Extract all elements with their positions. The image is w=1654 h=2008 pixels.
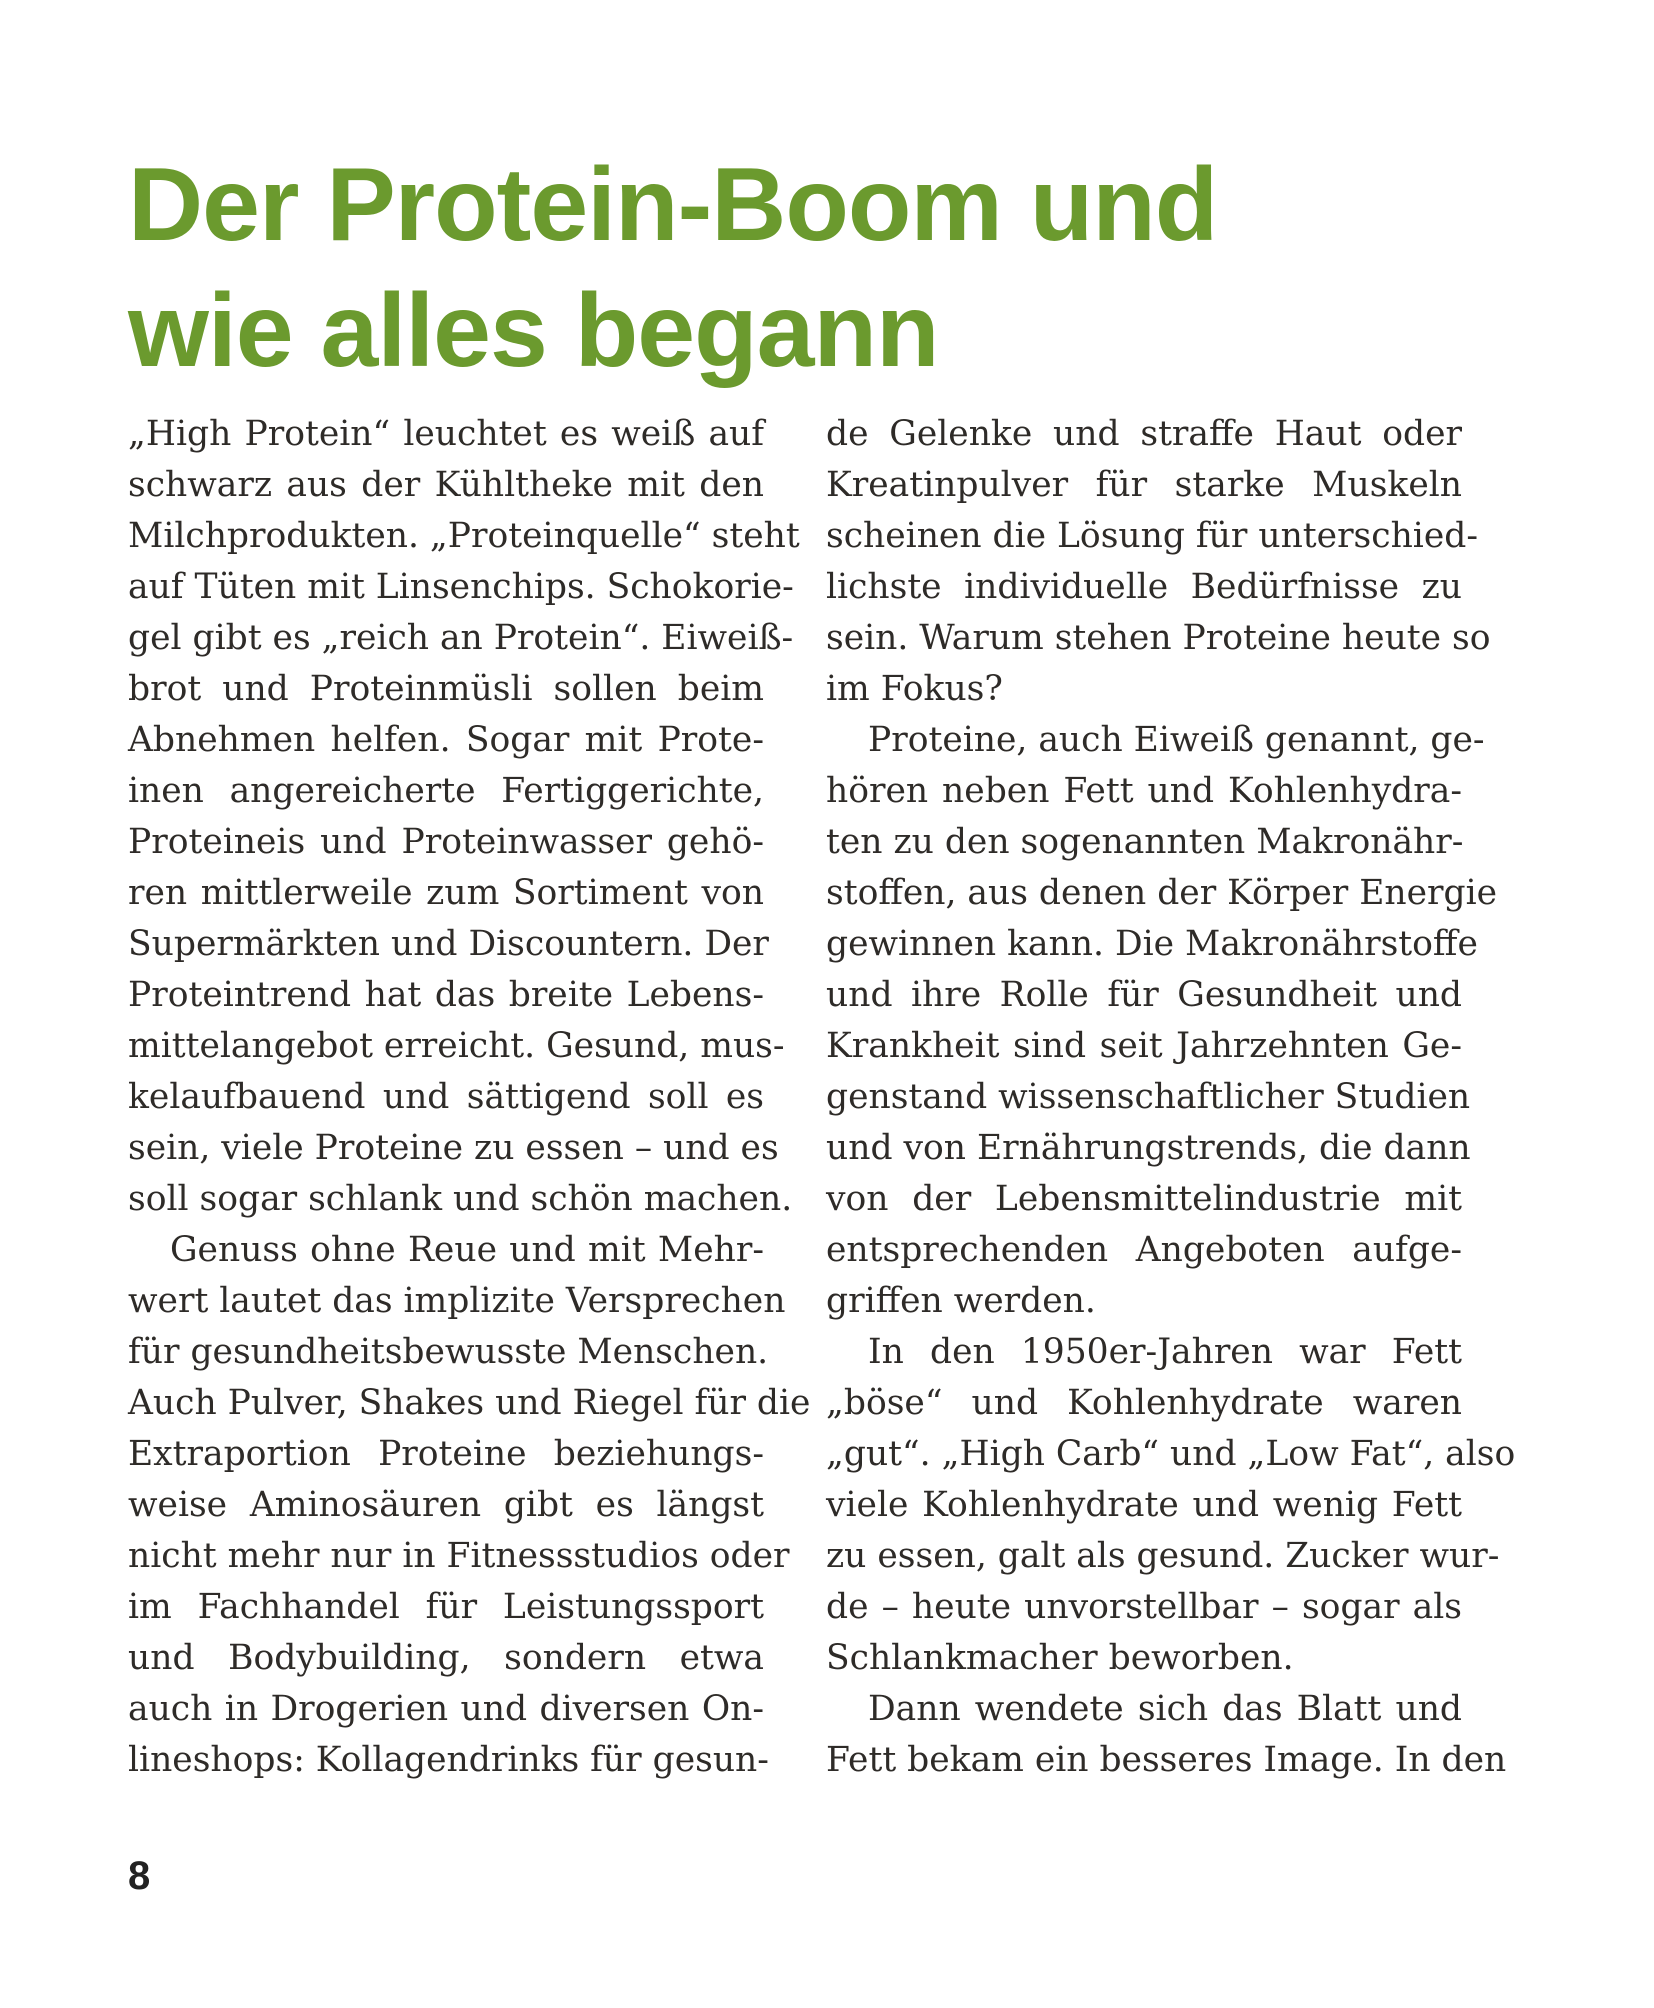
text-line: Milchprodukten. „Proteinquelle“ steht bbox=[128, 516, 800, 556]
text-line: Kreatinpulver für starke Muskeln bbox=[826, 465, 1462, 505]
text-line: wert lautet das implizite Versprechen bbox=[128, 1281, 786, 1321]
text-line: Abnehmen helfen. Sogar mit Prote- bbox=[128, 720, 764, 760]
text-line: stoffen, aus denen der Körper Energie bbox=[826, 873, 1498, 913]
text-line: scheinen die Lösung für unterschied- bbox=[826, 516, 1478, 556]
chapter-title bbox=[128, 142, 1217, 394]
text-line: auch in Drogerien und diversen On- bbox=[128, 1689, 764, 1729]
text-line: Krankheit sind seit Jahrzehnten Ge- bbox=[826, 1026, 1462, 1066]
text-line: Genuss ohne Reue und mit Mehr- bbox=[170, 1230, 764, 1270]
text-line: griffen werden. bbox=[826, 1281, 1096, 1321]
text-line: Fett bekam ein besseres Image. In den bbox=[826, 1740, 1507, 1780]
text-line: ren mittlerweile zum Sortiment von bbox=[128, 873, 764, 913]
text-line: im Fachhandel für Leistungssport bbox=[128, 1587, 764, 1627]
text-line: inen angereicherte Fertiggerichte, bbox=[128, 771, 764, 811]
text-line: ten zu den sogenannten Makronähr- bbox=[826, 822, 1464, 862]
text-line: nicht mehr nur in Fitnessstudios oder bbox=[128, 1536, 790, 1576]
text-line: mittelangebot erreicht. Gesund, mus- bbox=[128, 1026, 785, 1066]
text-line: Supermärkten und Discountern. Der bbox=[128, 924, 769, 964]
text-line: gewinnen kann. Die Makronährstoffe bbox=[826, 924, 1478, 964]
text-line: weise Aminosäuren gibt es längst bbox=[128, 1485, 764, 1525]
text-line: Schlankmacher beworben. bbox=[826, 1638, 1294, 1678]
text-line: In den 1950er-Jahren war Fett bbox=[868, 1332, 1462, 1372]
chapter-title-line-1: Der Protein-Boom und bbox=[128, 147, 1218, 263]
text-line: de Gelenke und straffe Haut oder bbox=[826, 414, 1462, 454]
text-line: und von Ernährungstrends, die dann bbox=[826, 1128, 1471, 1168]
page-number: 8 bbox=[128, 1854, 151, 1898]
text-line: brot und Proteinmüsli sollen beim bbox=[128, 669, 764, 709]
text-line: hören neben Fett und Kohlenhydra- bbox=[826, 771, 1462, 811]
text-line: kelaufbauend und sättigend soll es bbox=[128, 1077, 764, 1117]
text-line: zu essen, galt als gesund. Zucker wur- bbox=[826, 1536, 1500, 1576]
text-line: sein, viele Proteine zu essen – und es bbox=[128, 1128, 779, 1168]
text-line: und ihre Rolle für Gesundheit und bbox=[826, 975, 1462, 1015]
text-line: Dann wendete sich das Blatt und bbox=[868, 1689, 1462, 1729]
text-line: lichste individuelle Bedürfnisse zu bbox=[826, 567, 1462, 607]
text-line: auf Tüten mit Linsenchips. Schokorie- bbox=[128, 567, 794, 607]
text-line: im Fokus? bbox=[826, 669, 1003, 709]
text-line: und Bodybuilding, sondern etwa bbox=[128, 1638, 764, 1678]
text-column-right bbox=[826, 409, 1516, 1786]
text-line: „gut“. „High Carb“ und „Low Fat“, also bbox=[826, 1434, 1516, 1474]
text-line: soll sogar schlank und schön machen. bbox=[128, 1179, 793, 1219]
text-line: Proteineis und Proteinwasser gehö- bbox=[128, 822, 764, 862]
text-line: de – heute unvorstellbar – sogar als bbox=[826, 1587, 1462, 1627]
chapter-title-line-2: wie alles begann bbox=[128, 273, 939, 389]
text-line: sein. Warum stehen Proteine heute so bbox=[826, 618, 1491, 658]
text-line: entsprechenden Angeboten aufge- bbox=[826, 1230, 1462, 1270]
text-line: Proteintrend hat das breite Lebens- bbox=[128, 975, 764, 1015]
text-line: Proteine, auch Eiweiß genannt, ge- bbox=[868, 720, 1485, 760]
text-line: schwarz aus der Kühltheke mit den bbox=[128, 465, 764, 505]
text-line: lineshops: Kollagendrinks für gesun- bbox=[128, 1740, 769, 1780]
text-line: für gesundheitsbewusste Menschen. bbox=[128, 1332, 769, 1372]
text-line: „High Protein“ leuchtet es weiß auf bbox=[128, 414, 764, 454]
text-line: „böse“ und Kohlenhydrate waren bbox=[826, 1383, 1462, 1423]
text-line: gel gibt es „reich an Protein“. Eiweiß- bbox=[128, 618, 794, 658]
text-line: Extraportion Proteine beziehungs- bbox=[128, 1434, 764, 1474]
text-line: viele Kohlenhydrate und wenig Fett bbox=[826, 1485, 1462, 1525]
text-line: genstand wissenschaftlicher Studien bbox=[826, 1077, 1471, 1117]
text-line: von der Lebensmittelindustrie mit bbox=[826, 1179, 1462, 1219]
text-line: Auch Pulver, Shakes und Riegel für die bbox=[128, 1383, 811, 1423]
text-column-left bbox=[128, 409, 811, 1786]
